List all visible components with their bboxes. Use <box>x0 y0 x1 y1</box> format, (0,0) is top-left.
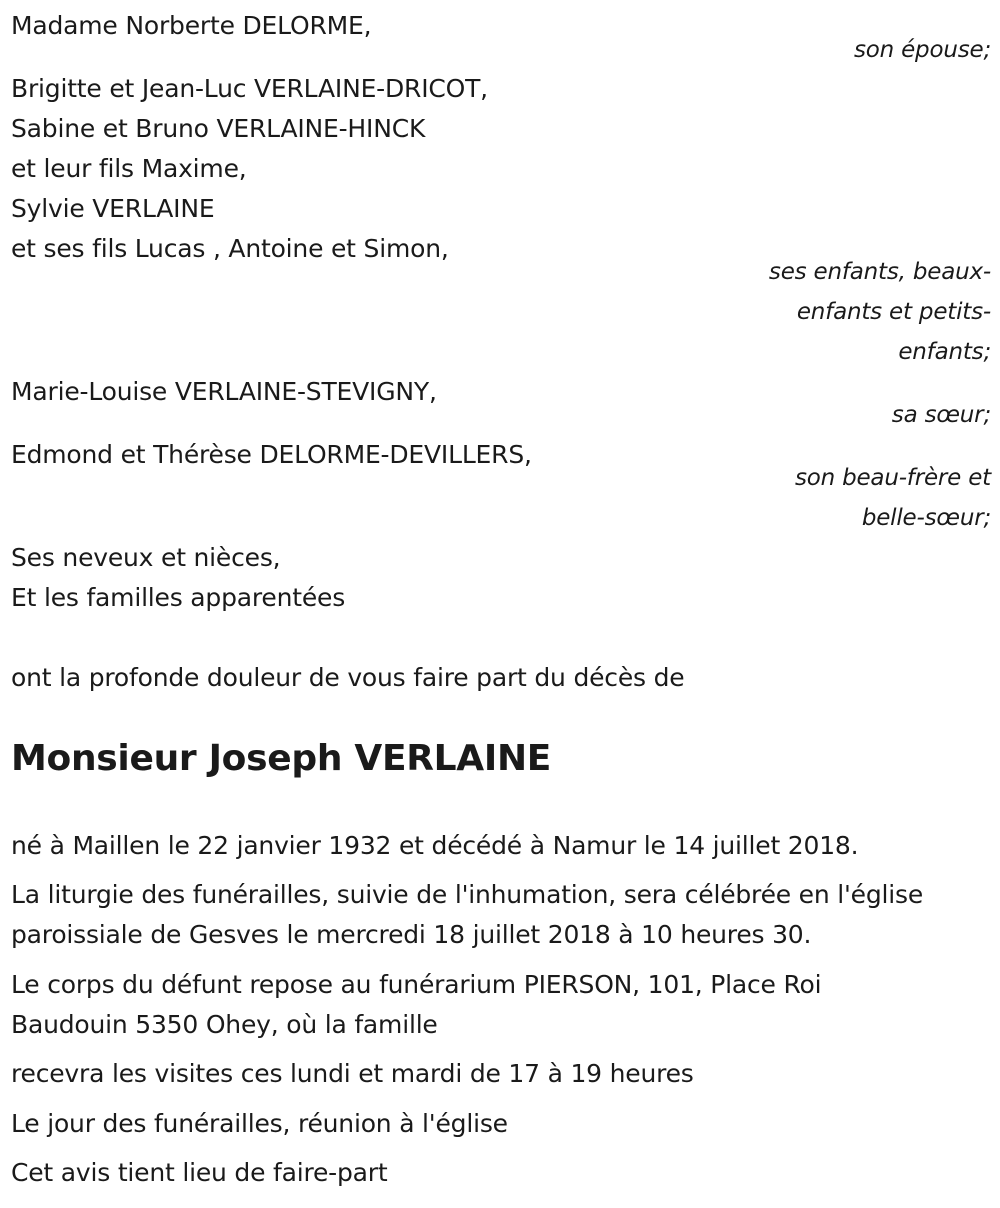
children-role-block <box>11 252 991 372</box>
detail-visits-block <box>11 1054 991 1094</box>
child-line: et ses fils Lucas , Antoine et Simon, <box>11 234 449 263</box>
deceased-block <box>11 737 991 781</box>
announcement-text: ont la profonde douleur de vous faire part du décès de <box>11 663 685 692</box>
detail-funerarium: Le corps du défunt repose au funérarium PIERSON, 101, Place Roi Baudouin 5350 Ohey, où la famille <box>11 970 822 1039</box>
sister-role-block <box>11 395 991 435</box>
detail-birth-death-block <box>11 826 991 866</box>
in-laws-role: son beau-frère et belle-sœur; <box>794 465 991 531</box>
detail-birth-death: né à Maillen le 22 janvier 1932 et décédé à Namur le 14 juillet 2018. <box>11 831 859 860</box>
others-line: Et les familles apparentées <box>11 583 346 612</box>
child-line: Sylvie VERLAINE <box>11 194 215 223</box>
deceased-name: Monsieur Joseph VERLAINE <box>11 738 552 779</box>
child-line: et leur fils Maxime, <box>11 154 247 183</box>
spouse-role: son épouse; <box>853 37 991 63</box>
others-line: Ses neveux et nièces, <box>11 543 281 572</box>
announcement-block <box>11 658 991 698</box>
detail-liturgy-block <box>11 875 991 955</box>
detail-notice: Cet avis tient lieu de faire-part <box>11 1158 388 1187</box>
detail-visits: recevra les visites ces lundi et mardi de 17 à 19 heures <box>11 1059 694 1088</box>
children-block <box>11 69 991 269</box>
detail-meeting: Le jour des funérailles, réunion à l'église <box>11 1109 508 1138</box>
child-line: Sabine et Bruno VERLAINE-HINCK <box>11 114 426 143</box>
detail-notice-block <box>11 1153 991 1193</box>
sister-name: Marie-Louise VERLAINE-STEVIGNY, <box>11 377 437 406</box>
spouse-name: Madame Norberte DELORME, <box>11 11 372 40</box>
spouse-role-block <box>11 30 991 70</box>
children-role: ses enfants, beaux-enfants et petits-enfants; <box>768 259 991 365</box>
detail-meeting-block <box>11 1104 991 1144</box>
detail-funerarium-block <box>11 965 991 1045</box>
others-block <box>11 538 991 618</box>
detail-liturgy: La liturgie des funérailles, suivie de l'inhumation, sera célébrée en l'église paroissiale de Gesves le mercredi 18 juillet 2018 à 10 heures 30. <box>11 880 924 949</box>
in-laws-role-block <box>11 458 991 538</box>
sister-role: sa sœur; <box>891 402 991 428</box>
in-laws-name: Edmond et Thérèse DELORME-DEVILLERS, <box>11 440 532 469</box>
child-line: Brigitte et Jean-Luc VERLAINE-DRICOT, <box>11 74 488 103</box>
